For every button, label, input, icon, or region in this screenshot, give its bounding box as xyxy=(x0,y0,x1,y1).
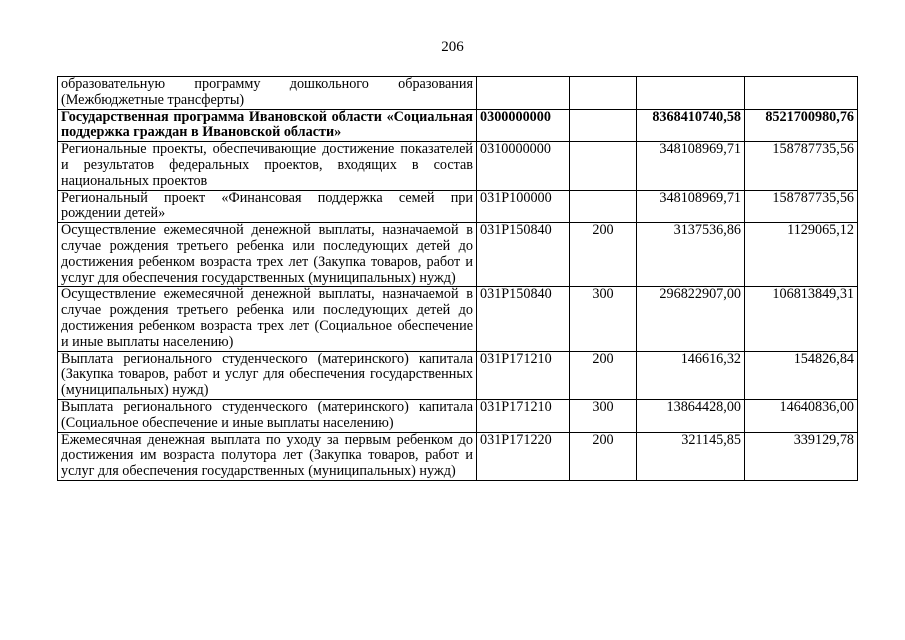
amount-year2-cell: 14640836,00 xyxy=(745,399,858,432)
table-row xyxy=(58,223,858,287)
table-row xyxy=(58,77,858,110)
target-code-cell: 0300000000 xyxy=(477,109,570,142)
amount-year1-cell: 348108969,71 xyxy=(637,142,745,190)
target-code-cell: 031P171220 xyxy=(477,432,570,480)
expense-type-cell: 200 xyxy=(570,223,637,287)
item-name-cell: Ежемесячная денежная выплата по уходу за первым ребенком до достижения им возраста полутора лет (Закупка товаров, работ и услуг для обеспечения государственных (муниципальных) нужд) xyxy=(58,432,477,480)
amount-year2-cell: 106813849,31 xyxy=(745,287,858,351)
item-name-cell: образовательную программу дошкольного образования (Межбюджетные трансферты) xyxy=(58,77,477,110)
table-row xyxy=(58,190,858,223)
item-name-cell: Региональные проекты, обеспечивающие достижение показателей и результатов федеральных проектов, входящих в состав национальных проектов xyxy=(58,142,477,190)
item-name-cell: Осуществление ежемесячной денежной выплаты, назначаемой в случае рождения третьего ребенка или последующих детей до достижения ребенком возраста трех лет (Закупка товаров, работ и услуг для обеспечения государственных (муниципальных) нужд) xyxy=(58,223,477,287)
amount-year2-cell: 8521700980,76 xyxy=(745,109,858,142)
table-row xyxy=(58,142,858,190)
amount-year2-cell: 158787735,56 xyxy=(745,190,858,223)
item-name-cell: Региональный проект «Финансовая поддержка семей при рождении детей» xyxy=(58,190,477,223)
table-row xyxy=(58,351,858,399)
amount-year1-cell: 348108969,71 xyxy=(637,190,745,223)
expense-type-cell: 200 xyxy=(570,432,637,480)
amount-year1-cell: 8368410740,58 xyxy=(637,109,745,142)
budget-table xyxy=(57,76,858,481)
target-code-cell: 031P150840 xyxy=(477,223,570,287)
amount-year2-cell: 339129,78 xyxy=(745,432,858,480)
amount-year1-cell: 146616,32 xyxy=(637,351,745,399)
target-code-cell: 031P171210 xyxy=(477,399,570,432)
amount-year2-cell: 158787735,56 xyxy=(745,142,858,190)
table-row xyxy=(58,109,858,142)
amount-year1-cell: 3137536,86 xyxy=(637,223,745,287)
item-name-cell: Выплата регионального студенческого (материнского) капитала (Закупка товаров, работ и услуг для обеспечения государственных (муниципальных) нужд) xyxy=(58,351,477,399)
item-name-cell: Выплата регионального студенческого (материнского) капитала (Социальное обеспечение и иные выплаты населению) xyxy=(58,399,477,432)
expense-type-cell: 300 xyxy=(570,399,637,432)
target-code-cell: 031P150840 xyxy=(477,287,570,351)
expense-type-cell xyxy=(570,190,637,223)
expense-type-cell xyxy=(570,77,637,110)
amount-year1-cell: 296822907,00 xyxy=(637,287,745,351)
amount-year2-cell: 1129065,12 xyxy=(745,223,858,287)
amount-year1-cell xyxy=(637,77,745,110)
table-row xyxy=(58,399,858,432)
amount-year2-cell: 154826,84 xyxy=(745,351,858,399)
item-name-cell: Осуществление ежемесячной денежной выплаты, назначаемой в случае рождения третьего ребенка или последующих детей до достижения ребенком возраста трех лет (Социальное обеспечение и иные выплаты населению) xyxy=(58,287,477,351)
table-row xyxy=(58,432,858,480)
expense-type-cell xyxy=(570,109,637,142)
table-row xyxy=(58,287,858,351)
amount-year2-cell xyxy=(745,77,858,110)
target-code-cell: 0310000000 xyxy=(477,142,570,190)
page-number: 206 xyxy=(441,39,464,55)
expense-type-cell: 300 xyxy=(570,287,637,351)
expense-type-cell: 200 xyxy=(570,351,637,399)
target-code-cell xyxy=(477,77,570,110)
budget-table-body xyxy=(58,77,858,481)
item-name-cell: Государственная программа Ивановской области «Социальная поддержка граждан в Ивановской области» xyxy=(58,109,477,142)
amount-year1-cell: 13864428,00 xyxy=(637,399,745,432)
amount-year1-cell: 321145,85 xyxy=(637,432,745,480)
expense-type-cell xyxy=(570,142,637,190)
target-code-cell: 031P171210 xyxy=(477,351,570,399)
target-code-cell: 031P100000 xyxy=(477,190,570,223)
